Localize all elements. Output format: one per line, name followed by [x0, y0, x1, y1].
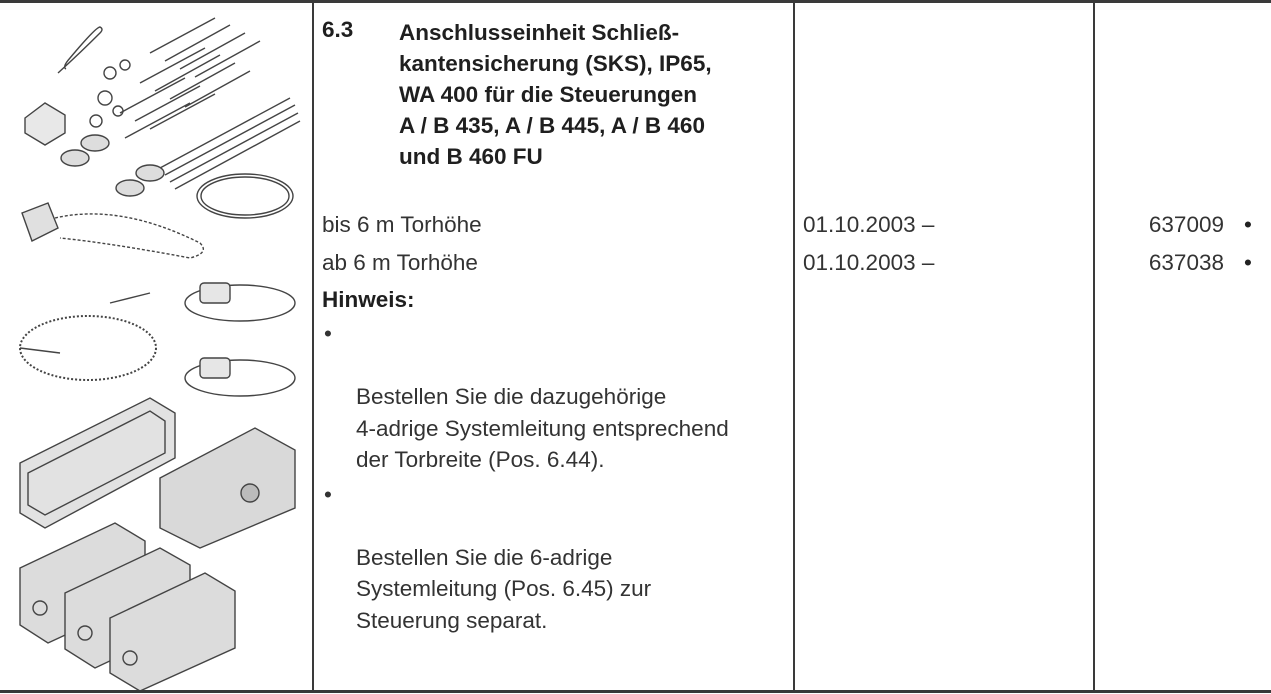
section-number: 6.3	[322, 17, 354, 42]
section-title: Anschlusseinheit Schließ- kantensicherung (SKS), IP65, WA 400 für die Steuerungen A / B 435, A / B 445, A / B 460 und B 460 FU	[399, 20, 712, 169]
product-illustration	[0, 3, 312, 690]
mounting-plate	[20, 398, 175, 528]
table-bottom-rule	[0, 690, 1271, 693]
plug-connector	[22, 203, 58, 241]
note-item	[322, 318, 792, 476]
housing-module	[160, 428, 295, 548]
row-label: bis 6 m Torhöhe	[322, 212, 482, 237]
note-item-text: Bestellen Sie die 6-adrige Systemleitung (Pos. 6.45) zur Steuerung separat.	[356, 544, 652, 633]
column-divider	[312, 3, 314, 690]
row-date: 01.10.2003 –	[803, 212, 935, 237]
note-item-text: Bestellen Sie die dazugehörige 4-adrige Systemleitung entsprechend der Torbreite (Pos. 6.44).	[356, 384, 729, 472]
connector-block	[25, 103, 65, 145]
row-marker: •	[1244, 212, 1252, 237]
note-list	[322, 318, 792, 639]
cable-loops	[185, 283, 295, 396]
screws-group	[90, 18, 260, 138]
note-heading: Hinweis:	[322, 287, 415, 312]
cable-glands	[61, 135, 164, 196]
wire-clip-part	[58, 27, 102, 73]
spiral-cable	[20, 316, 156, 380]
row-marker: •	[1244, 250, 1252, 275]
row-part-number: 637038	[1148, 250, 1224, 275]
row-label: ab 6 m Torhöhe	[322, 250, 478, 275]
column-divider	[1093, 3, 1095, 690]
bullet-icon: •	[324, 481, 332, 507]
note-item	[322, 479, 792, 637]
wire-coil	[197, 174, 293, 218]
column-divider	[793, 3, 795, 690]
row-date: 01.10.2003 –	[803, 250, 935, 275]
corrugated-tube	[55, 214, 203, 258]
row-part-number: 637009	[1148, 212, 1224, 237]
bullet-icon: •	[324, 321, 332, 346]
